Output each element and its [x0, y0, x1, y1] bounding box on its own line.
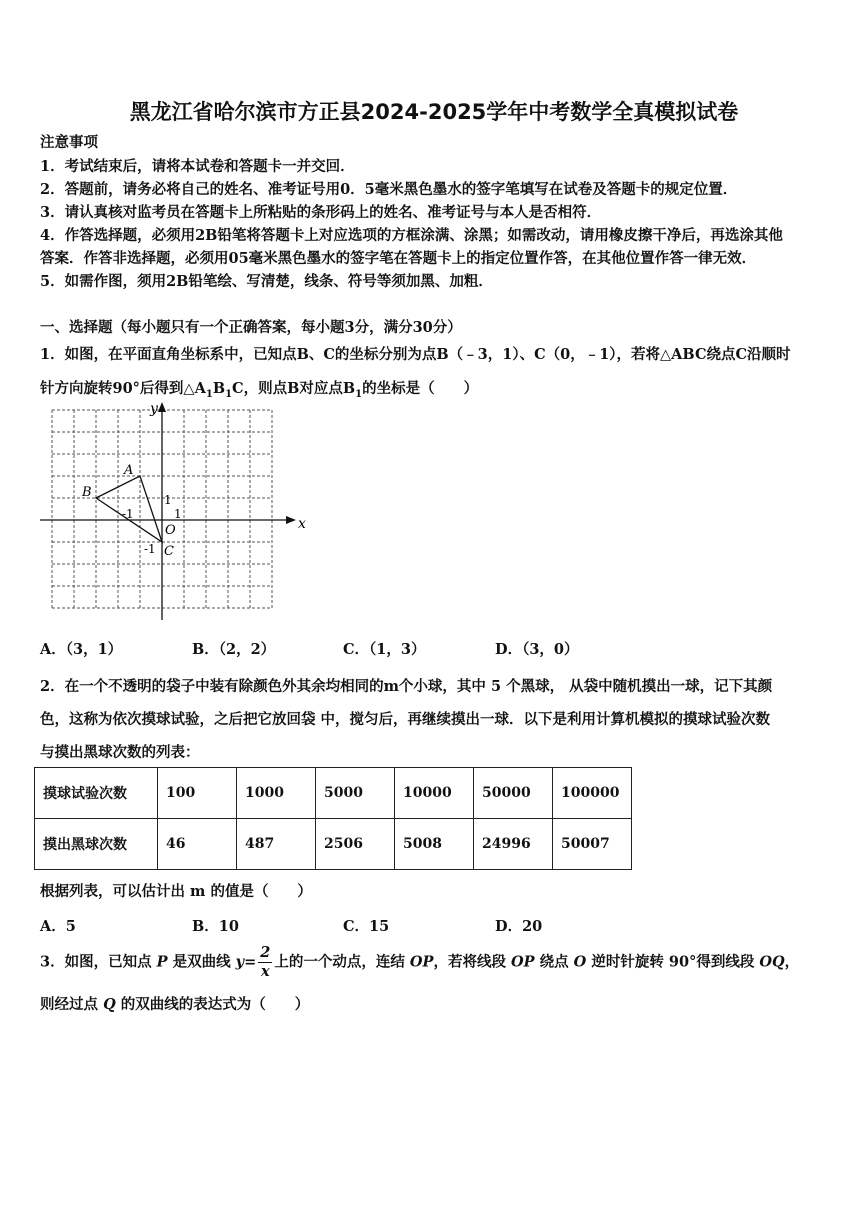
q1-text-part: B — [212, 380, 226, 397]
q3-text-part: 是双曲线 — [167, 953, 236, 971]
q1-text-part: 的坐标是（ ） — [362, 380, 479, 397]
origin-label: O — [165, 523, 176, 538]
notice-item: 5．如需作图，须用2B铅笔绘、写清楚，线条、符号等须加黑、加粗． — [40, 273, 493, 290]
q3-text-part: 逆时针旋转 90°得到线段 — [586, 953, 760, 971]
fraction — [258, 944, 272, 981]
var-oq: OQ — [759, 953, 785, 971]
q1-text-line2 — [40, 377, 478, 400]
q1-text-part: C，则点B对应点B — [232, 380, 356, 397]
notice-item: 1．考试结束后，请将本试卷和答题卡一并交回． — [40, 158, 355, 175]
x-axis-arrow — [286, 516, 296, 524]
notice-item: 2．答题前，请务必将自己的姓名、准考证号用0．5毫米黑色墨水的签字笔填写在试卷及答题卡的规定位置． — [40, 181, 738, 198]
subscript: 1 — [355, 388, 363, 400]
table-cell: 100000 — [553, 768, 632, 819]
equals-sign: = — [244, 953, 257, 971]
notice-item: 答案．作答非选择题，必须用05毫米黑色墨水的签字笔在答题卡上的指定位置作答，在其他位置作答一律无效． — [40, 250, 757, 267]
section-heading: 一、选择题（每小题只有一个正确答案，每小题3分，满分30分） — [40, 319, 462, 336]
table-row — [35, 768, 632, 819]
table-cell: 10000 — [395, 768, 474, 819]
fraction-denominator: x — [260, 963, 270, 980]
table-cell: 5008 — [395, 819, 474, 870]
q3-text-part: 的双曲线的表达式为（ ） — [115, 996, 310, 1013]
data-table — [34, 767, 632, 870]
q2-text: 2．在一个不透明的袋子中装有除颜色外其余均相同的m个小球，其中 5 个黑球， 从袋中随机摸出一球，记下其颜 — [40, 678, 773, 695]
tick-label: 1 — [174, 507, 182, 521]
option-c: C．（1，3） — [343, 641, 426, 658]
notice-item: 4．作答选择题，必须用2B铅笔将答题卡上对应选项的方框涂满、涂黑；如需改动，请用橡皮擦干净后，再选涂其他 — [40, 227, 783, 244]
x-axis-label: x — [298, 516, 306, 532]
y-axis-label: y — [150, 401, 158, 417]
table-cell: 5000 — [316, 768, 395, 819]
option-d: D．20 — [495, 918, 543, 935]
point-a-label: A — [124, 463, 134, 478]
tick-label: 1 — [164, 493, 172, 507]
var-o: O — [573, 953, 587, 971]
q2-text: 色，这称为依次摸球试验，之后把它放回袋 中，搅匀后，再继续摸出一球．以下是利用计算机模拟的摸球试验次数 — [40, 711, 771, 728]
q1-text: 1．如图，在平面直角坐标系中，已知点B、C的坐标分别为点B（﹣3，1）、C（0，﹣1），若将△ABC绕点C沿顺时 — [40, 346, 791, 363]
point-b-label: B — [82, 485, 92, 500]
q3-text-line2 — [40, 993, 309, 1014]
q3-text-part: 则经过点 — [40, 996, 104, 1013]
var-op: OP — [511, 953, 535, 971]
table-cell: 487 — [237, 819, 316, 870]
q3-text-part: 上的一个动点，连结 — [274, 953, 410, 971]
page-title: 黑龙江省哈尔滨市方正县2024-2025学年中考数学全真模拟试卷 — [129, 100, 739, 124]
y-axis-arrow — [158, 402, 166, 412]
table-cell: 100 — [158, 768, 237, 819]
tick-label: -1 — [122, 507, 134, 521]
table-cell: 50007 — [553, 819, 632, 870]
q2-text: 与摸出黑球次数的列表： — [40, 744, 200, 761]
var-y: y — [235, 953, 245, 971]
table-cell: 2506 — [316, 819, 395, 870]
q3-text-part: 3．如图，已知点 — [40, 953, 157, 971]
q3-text-line1 — [40, 944, 799, 981]
option-d: D．（3，0） — [495, 641, 579, 658]
table-cell: 1000 — [237, 768, 316, 819]
table-cell: 摸出黑球次数 — [35, 819, 158, 870]
coordinate-figure — [36, 398, 316, 626]
option-a: A．5 — [40, 918, 76, 935]
q3-text-part: 绕点 — [534, 953, 574, 971]
q1-text-part: 针方向旋转90°后得到△A — [40, 380, 206, 397]
table-cell: 摸球试验次数 — [35, 768, 158, 819]
subscript: 1 — [225, 388, 233, 400]
var-p: P — [156, 953, 168, 971]
table-cell: 46 — [158, 819, 237, 870]
table-cell: 24996 — [474, 819, 553, 870]
notice-item: 3．请认真核对监考员在答题卡上所粘贴的条形码上的姓名、准考证号与本人是否相符． — [40, 204, 602, 221]
option-a: A．（3，1） — [40, 641, 123, 658]
notice-heading: 注意事项 — [40, 134, 98, 151]
q2-after-text: 根据列表，可以估计出 m 的值是（ ） — [40, 883, 312, 900]
table-row — [35, 819, 632, 870]
option-b: B．10 — [192, 918, 239, 935]
option-b: B．（2，2） — [192, 641, 276, 658]
var-q: Q — [103, 996, 116, 1013]
fraction-numerator: 2 — [260, 944, 271, 961]
tick-label: -1 — [144, 542, 156, 556]
q3-text-part: ，若将线段 — [433, 953, 512, 971]
q3-text-part: ， — [784, 953, 800, 971]
var-op: OP — [409, 953, 434, 971]
subscript: 1 — [205, 388, 213, 400]
option-c: C．15 — [343, 918, 390, 935]
point-c-label: C — [164, 544, 174, 559]
table-cell: 50000 — [474, 768, 553, 819]
